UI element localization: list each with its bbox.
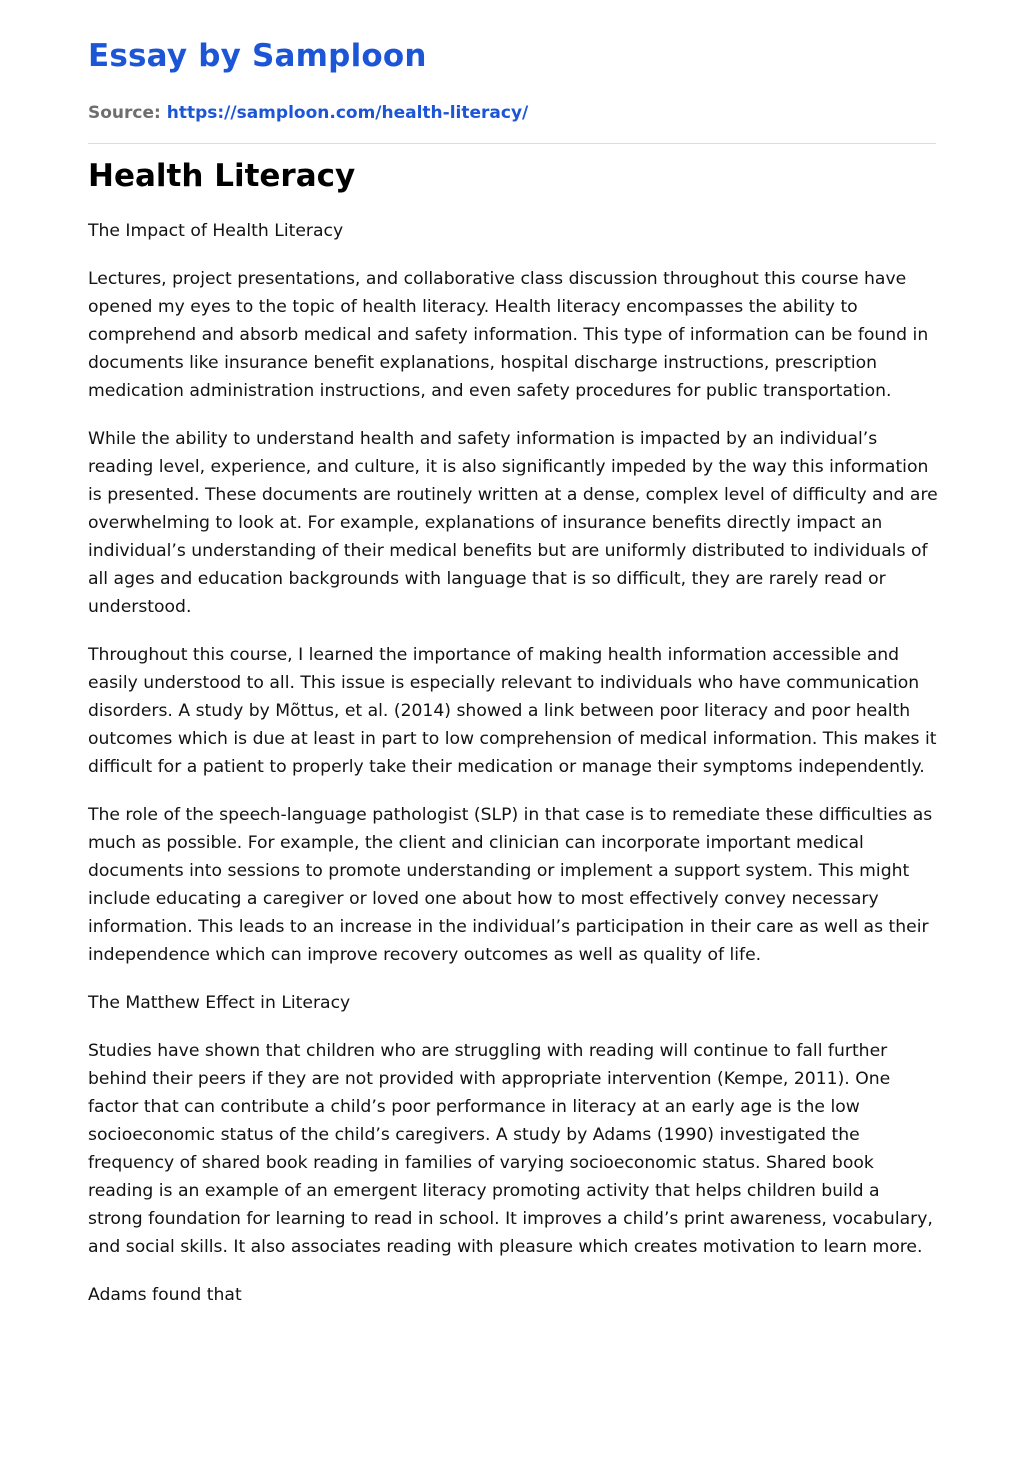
- paragraph: While the ability to understand health and safety information is impacted by an individual’s reading level, experience, and culture, it is also significantly impeded by the way this information is presented. These documents are routinely written at a dense, complex level of difficulty and are overwhelming to look at. For example, explanations of insurance benefits directly impact an individual’s understanding of their medical benefits but are uniformly distributed to individuals of all ages and education backgrounds with language that is so difficult, they are rarely read or understood.: [88, 429, 938, 617]
- header-divider: [88, 143, 936, 144]
- essay-title: Health Literacy: [88, 158, 356, 194]
- source-line: [88, 102, 528, 124]
- site-brand-title[interactable]: Essay by Samploon: [88, 38, 427, 74]
- paragraph-truncated: Adams found that: [88, 1285, 242, 1305]
- source-link[interactable]: https://samploon.com/health-literacy/: [166, 103, 529, 123]
- section-heading-matthew-effect: The Matthew Effect in Literacy: [88, 993, 351, 1013]
- paragraph: Throughout this course, I learned the importance of making health information accessible and easily understood to all. This issue is especially relevant to individuals who have communication disorders. A study by Mõttus, et al. (2014) showed a link between poor literacy and poor health outcomes which is due at least in part to low comprehension of medical information. This makes it difficult for a patient to properly take their medication or manage their symptoms independently.: [88, 645, 937, 777]
- essay-body: [88, 217, 938, 1329]
- paragraph: Studies have shown that children who are struggling with reading will continue to fall further behind their peers if they are not provided with appropriate intervention (Kempe, 2011). One factor that can contribute a child’s poor performance in literacy at an early age is the low socioeconomic status of the child’s caregivers. A study by Adams (1990) investigated the frequency of shared book reading in families of varying socioeconomic status. Shared book reading is an example of an emergent literacy promoting activity that helps children build a strong foundation for learning to read in school. It improves a child’s print awareness, vocabulary, and social skills. It also associates reading with pleasure which creates motivation to learn more.: [88, 1041, 933, 1257]
- section-heading-impact: The Impact of Health Literacy: [88, 221, 344, 241]
- paragraph: The role of the speech-language pathologist (SLP) in that case is to remediate these difficulties as much as possible. For example, the client and clinician can incorporate important medical documents into sessions to promote understanding or implement a support system. This might include educating a caregiver or loved one about how to most effectively convey necessary information. This leads to an increase in the individual’s participation in their care as well as their independence which can improve recovery outcomes as well as quality of life.: [88, 805, 933, 965]
- source-label: Source:: [88, 103, 167, 123]
- paragraph: Lectures, project presentations, and collaborative class discussion throughout this course have opened my eyes to the topic of health literacy. Health literacy encompasses the ability to comprehend and absorb medical and safety information. This type of information can be found in documents like insurance benefit explanations, hospital discharge instructions, prescription medication administration instructions, and even safety procedures for public transportation.: [88, 269, 929, 401]
